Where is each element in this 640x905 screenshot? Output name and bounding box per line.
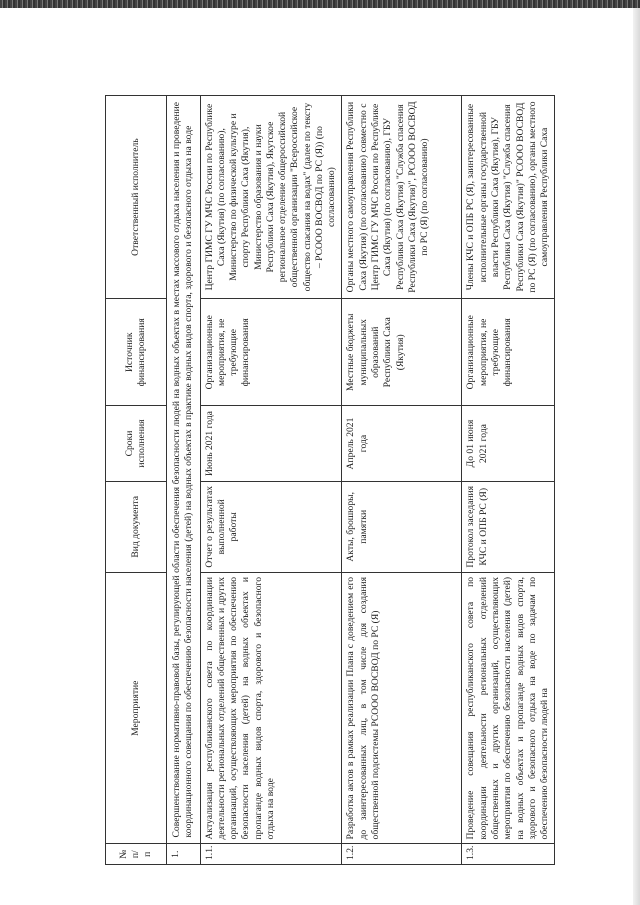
scan-edge bbox=[633, 8, 640, 905]
col-num-header: № п/п bbox=[106, 844, 167, 865]
col-source-header: Источник финансирования bbox=[106, 299, 167, 406]
row-term: Июнь 2021 года bbox=[200, 406, 342, 481]
section-row bbox=[167, 96, 201, 865]
row-term: До 01 июня 2021 года bbox=[462, 406, 555, 481]
section-number: 1. bbox=[167, 844, 201, 865]
col-term-header: Сроки исполнения bbox=[106, 406, 167, 481]
row-doc: Протокол заседания КЧС и ОПБ РС (Я) bbox=[462, 481, 555, 572]
row-term: Апрель 2021 года bbox=[342, 406, 462, 481]
rotated-page bbox=[105, 95, 585, 865]
row-resp: Органы местного самоуправления Республики Саха (Якутия) (по согласованию) совместно с Центр ГИМС ГУ МЧС России по Республике Саха (Якутия) (по согласованию), ГБУ Республики Саха (Якутия) "Служба спасения Республики Саха (Якутия)", РСООО ВОСВОД по РС (Я) (по согласованию) bbox=[342, 96, 462, 299]
row-number: 1.3. bbox=[462, 844, 555, 865]
scan-border bbox=[0, 0, 640, 8]
row-event: Актуализация республиканского совета по координации деятельности региональных отделений общественных и других организаций, осуществляющих мероприятия по обеспечению безопасности населения (детей) на водных объектах и пропаганде водных видов спорта, здорового и безопасного отдыха на воде bbox=[200, 572, 342, 844]
row-event: Проведение совещания республиканского совета по координации деятельности региональных отделений общественных и других организаций, осуществляющих мероприятия по обеспечению безопасности населения (детей) на водных объектах и пропаганде водных видов спорта, здорового и безопасного отдыха на воде по задачам по обеспечению безопасности людей на bbox=[462, 572, 555, 844]
table-row bbox=[342, 96, 462, 865]
row-resp: Члены КЧС и ОПБ РС (Я), заинтересованные исполнительные органы государственной власти Республики Саха (Якутия), ГБУ Республики Саха (Якутия) "Служба спасения Республики Саха (Якутия)" РСООО ВОСВОД по РС (Я) (по согласованию), органы местного самоуправления Республики Саха bbox=[462, 96, 555, 299]
row-source: Организационные мероприятия, не требующие финансирования bbox=[200, 299, 342, 406]
row-resp: Центр ГИМС ГУ МЧС России по Республике Саха (Якутия) (по согласованию), Министерство по физической культуре и спорту Республики Саха (Якутия), Министерство образования и науки Республики Саха (Якутия), Якутское региональное отделение общероссийской общественной организации "Всероссийское общество спасания на водах" (далее по тексту – РСООО ВОСВОД по РС (Я)) (по согласованию) bbox=[200, 96, 342, 299]
header-row bbox=[106, 96, 167, 865]
row-source: Местные бюджеты муниципальных образований Республики Саха (Якутия) bbox=[342, 299, 462, 406]
col-resp-header: Ответственный исполнитель bbox=[106, 96, 167, 299]
table-row bbox=[462, 96, 555, 865]
row-doc: Отчет о результатах выполненной работы bbox=[200, 481, 342, 572]
row-event: Разработка актов в рамках реализации Плана с доведением его до заинтересованных лиц, в том числе для создания общественной подсистемы РСООО ВОСВОД по РС (Я) bbox=[342, 572, 462, 844]
row-number: 1.1. bbox=[200, 844, 342, 865]
table-row bbox=[200, 96, 342, 865]
plan-table bbox=[105, 95, 555, 865]
col-event-header: Мероприятие bbox=[106, 572, 167, 844]
row-source: Организационные мероприятия, не требующие финансирования bbox=[462, 299, 555, 406]
row-doc: Акты, брошюры, памятки bbox=[342, 481, 462, 572]
section-title: Совершенствование нормативно-правовой базы, регулирующей области обеспечения безопасности людей на водных объектах в местах массового отдыха населения и проведение координационного совещания по обеспечению безопасности населения (детей) на водных объектах в практике водных видов спорта, здорового и безопасного отдыха на воде bbox=[167, 96, 201, 844]
row-number: 1.2. bbox=[342, 844, 462, 865]
col-doc-header: Вид документа bbox=[106, 481, 167, 572]
